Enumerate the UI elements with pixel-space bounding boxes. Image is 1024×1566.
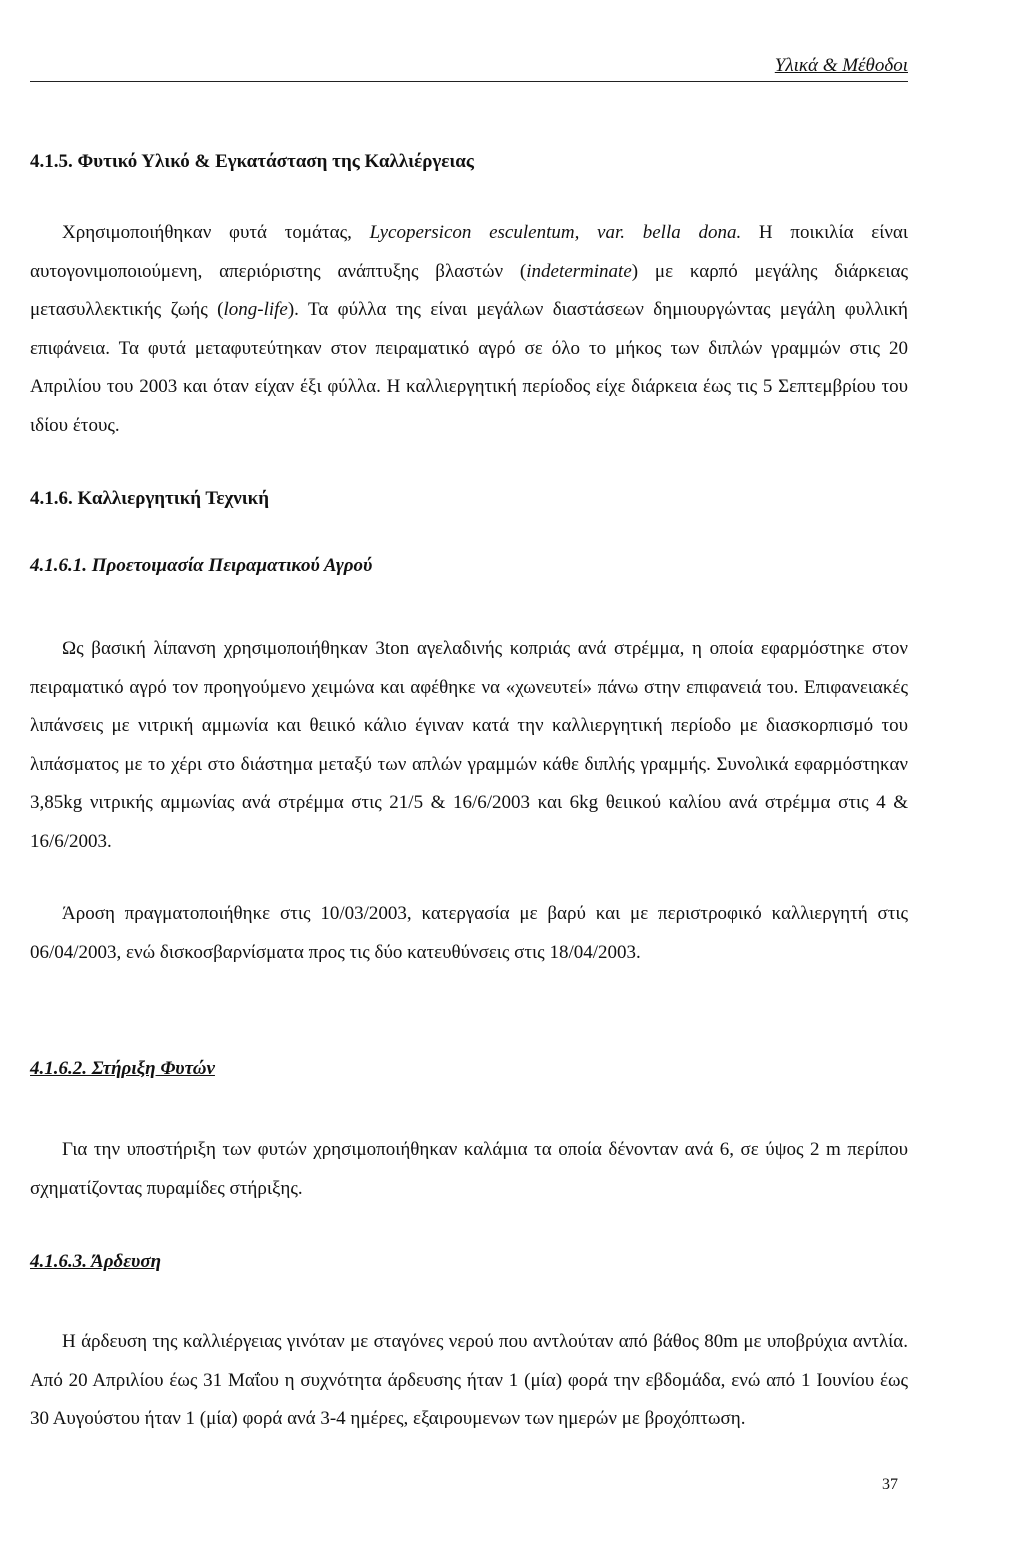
term-long-life: long-life (223, 299, 288, 320)
paragraph-irrigation: Η άρδευση της καλλιέργειας γινόταν με σταγόνες νερού που αντλούταν από βάθος 80m με υποβρύχια αντλία. Από 20 Απριλίου έως 31 Μαΐου η συχνότητα άρδευσης ήταν 1 (μία) φορά την εβδομάδα, ενώ από 1 Ιουνίου έως 30 Αυγούστου ήταν 1 (μία) φορά ανά 3-4 ημέρες, εξαιρουμενων των ημερών με βροχόπτωση. (30, 1331, 908, 1429)
running-header-title: Υλικά & Μέθοδοι (774, 55, 908, 76)
text-run: ). Τα φύλλα της είναι μεγάλων διαστάσεων δημιουργώντας μεγάλη φυλλική επιφάνεια. Τα φυτά μεταφυτεύτηκαν στον πειραματικό αγρό σε όλο το μήκος των διπλών γραμμών στις 20 Απριλίου του 2003 και όταν είχαν έξι φύλλα. Η καλλιεργητική περίοδος είχε διάρκεια έως τις 5 Σεπτεμβρίου του ιδίου έτους. (30, 299, 908, 436)
term-indeterminate: indeterminate (526, 260, 632, 282)
paragraph-fertilization: Ως βασική λίπανση χρησιμοποιήθηκαν 3ton αγελαδινής κοπριάς ανά στρέμμα, η οποία εφαρμόστηκε στον πειραματικό αγρό τον προηγούμενο χειμώνα και αφέθηκε να «χωνευτεί» πάνω στην επιφανειά του. Επιφανειακές λιπάνσεις με νιτρική αμμωνία και θειικό κάλιο έγιναν κατά την καλλιεργητική περίοδο με διασκορπισμό του λιπάσματος με το χέρι στο διάστημα μεταξύ των απλών γραμμών κάθε διπλής γραμμής. Συνολικά εφαρμόστηκαν 3,85kg νιτρικής αμμωνίας ανά στρέμμα στις 21/5 & 16/6/2003 και 6kg θειικού καλίου ανά στρέμμα στις 4 & 16/6/2003. (30, 638, 908, 852)
section-heading-4-1-6: 4.1.6. Καλλιεργητική Τεχνική (30, 488, 269, 509)
section-heading-4-1-5: 4.1.5. Φυτικό Υλικό & Εγκατάσταση της Καλλιέργειας (30, 151, 474, 172)
subsection-heading-4-1-6-3: 4.1.6.3. Άρδευση (30, 1251, 162, 1272)
subsection-heading-4-1-6-1: 4.1.6.1. Προετοιμασία Πειραματικού Αγρού (30, 555, 373, 576)
text-run: Χρησιμοποιήθηκαν φυτά τομάτας, (62, 222, 370, 243)
species-name: Lycopersicon esculentum, var. bella dona. (369, 222, 742, 243)
paragraph-plant-material (30, 214, 908, 445)
running-header (30, 55, 908, 82)
paragraph-plant-support: Για την υποστήριξη των φυτών χρησιμοποιήθηκαν καλάμια τα οποία δένονταν ανά 6, σε ύψος 2 m περίπου σχηματίζοντας πυραμίδες στήριξης. (30, 1139, 908, 1199)
text-run: ) με καρπό μεγάλης διάρκειας μετασυλλεκτικής ζωής ( (30, 260, 908, 320)
paragraph-tillage: Άροση πραγματοποιήθηκε στις 10/03/2003, κατεργασία με βαρύ και με περιστροφικό καλλιεργητή στις 06/04/2003, ενώ δισκοσβαρνίσματα προς τις δύο κατευθύνσεις στις 18/04/2003. (30, 903, 908, 963)
subsection-heading-4-1-6-2: 4.1.6.2. Στήριξη Φυτών (30, 1058, 215, 1079)
page-number: 37 (882, 1476, 898, 1493)
text-run: Η ποικιλία είναι αυτογονιμοποιούμενη, απεριόριστης ανάπτυξης βλαστών ( (30, 222, 909, 282)
